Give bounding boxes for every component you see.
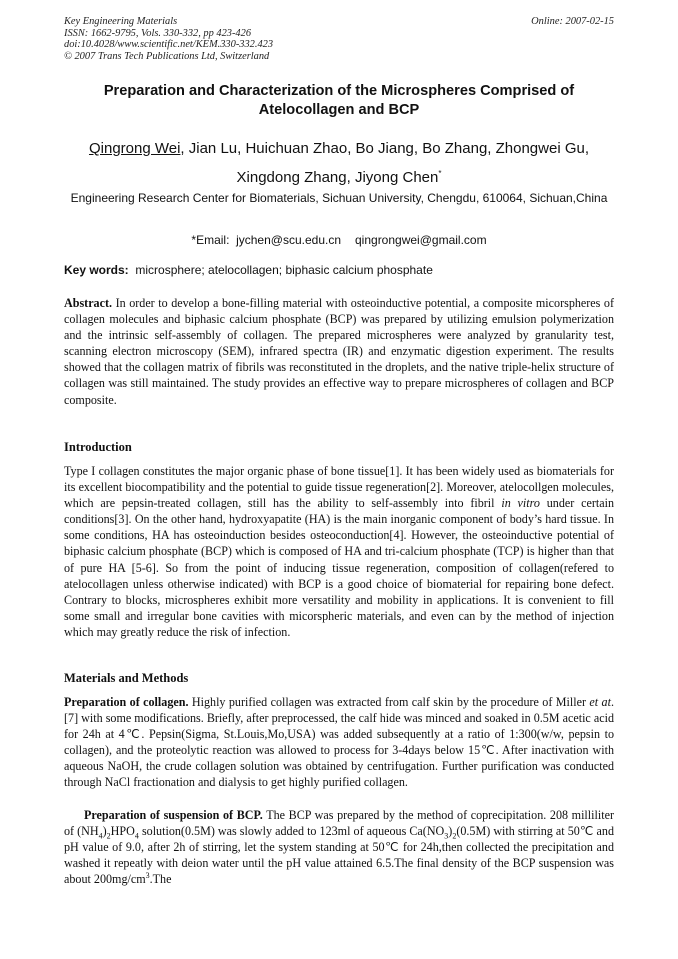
methods-bcp-paragraph bbox=[64, 807, 614, 887]
collagen-text-2: .[7] with some modifications. Briefly, after preprocessed, the calf hide was minced and soaked in 0.5M acetic acid for 24h at 4℃. Pepsin(Sigma, St.Louis,Mo,USA) was added subsequently at a ratio of 1:300(w/w, pepsin to collagen), and the proteolytic reaction was allowed to process for 3-4days below 15℃. After inactivation with aqueous NaOH, the crude collagen solution was obtained by centrifugation. Further purification was conducted through NaCl fractionation and dialysis to get highly purified collagen. bbox=[64, 695, 614, 790]
keywords-label: Key words: bbox=[64, 263, 129, 277]
presenting-author: Qingrong Wei bbox=[88, 140, 181, 157]
intro-text-2: under certain conditions[3]. On the other hand, hydroxyapatite (HA) is the main inorganic component of body’s hard tissue. In some conditions, HA has osteoinduction besides osteoconduction[4]. However, the osteoinductive potential of biphasic calcium phosphate (BCP) which is composed of HA and tri-calcium phosphate (TCP) is higher than that of pure HA [5-6]. So from the point of inducing tissue regeneration, composition of collagen(refered to atelocollagen unless otherwise indicated) with BCP is a good choice of biomaterial for repairing bone defect. Contrary to blocks, microspheres exhibit more versatility and mobility in applications. It is convenient to fill some small and irregular bone cavities with micorspheric materials, and even can by the method of injection which may greatly reduce the risk of infection. bbox=[64, 496, 615, 639]
issn-line: ISSN: 1662-9795, Vols. 330-332, pp 423-426 bbox=[64, 27, 252, 39]
bcp-text-g: .The bbox=[149, 872, 172, 887]
email-label: *Email: bbox=[191, 233, 230, 247]
intro-text-1: Type I collagen constitutes the major organic phase of bone tissue[1]. It has been widely used as biomaterials for its excellent biocompatibility and the potential to guide tissue regeneration[2]. Moreover, atelocollgen molecules, which are pepsin-treated collagen, still has the ability to self-assembly into fibril bbox=[64, 464, 614, 511]
methods-collagen-paragraph bbox=[64, 694, 614, 791]
bcp-text-b: ) bbox=[102, 824, 107, 839]
bcp-sup: 3 bbox=[145, 871, 150, 881]
abstract-text: In order to develop a bone-filling material with osteoinductive potential, a composite micorspheres of collagen molecules and biphasic calcium phosphate (BCP) was prepared by utilizing emulsion polymerization and the intrinsic self-assembly of collagen. The prepared microspheres were analyzed by granularity test, scanning electron microscopy (SEM), infrared spectra (IR) and enzymatic digestion experiment. The results showed that the collagen matrix of fibrils was reconstituted in the droplets, and the native triple-helix structure of collagen was still maintained. The study provides an effective way to prepare microspheres of collagen and BCP composite. bbox=[64, 296, 614, 407]
authors-line2: Xingdong Zhang, Jiyong Chen bbox=[236, 169, 439, 186]
introduction-heading: Introduction bbox=[64, 440, 132, 454]
journal-name: Key Engineering Materials bbox=[64, 16, 178, 27]
bcp-sub-3: 4 bbox=[134, 831, 139, 841]
bcp-sub-5: 2 bbox=[452, 831, 457, 841]
corresponding-mark: * bbox=[438, 169, 442, 178]
abstract bbox=[64, 295, 614, 408]
abstract-label: Abstract. bbox=[64, 296, 113, 310]
copyright-line: © 2007 Trans Tech Publications Ltd, Switzerland bbox=[64, 50, 270, 62]
intro-italic: in vitro bbox=[501, 496, 540, 511]
methods-heading: Materials and Methods bbox=[64, 671, 189, 685]
collagen-text-1: Highly purified collagen was extracted from calf skin by the procedure of Miller bbox=[188, 695, 590, 709]
affiliation: Engineering Research Center for Biomaterials, Sichuan University, Chengdu, 610064, Sichuan,China bbox=[70, 191, 608, 205]
paper-title: Preparation and Characterization of the Microspheres Comprised of Atelocollagen and BCP bbox=[103, 83, 575, 118]
bcp-sub-2: 2 bbox=[106, 831, 111, 841]
bcp-text-a: The BCP was prepared by the method of coprecipitation. 208 milliliter of (NH bbox=[64, 808, 614, 839]
email-line bbox=[64, 233, 614, 247]
online-date: Online: 2007-02-15 bbox=[531, 16, 614, 27]
bcp-sub-4: 3 bbox=[444, 831, 449, 841]
keywords-text: microsphere; atelocollagen; biphasic calcium phosphate bbox=[135, 263, 433, 277]
collagen-subheading: Preparation of collagen. bbox=[64, 695, 189, 709]
author-list bbox=[64, 134, 614, 192]
journal-header bbox=[64, 16, 273, 62]
email-address-2[interactable]: qingrongwei@gmail.com bbox=[355, 233, 487, 247]
keywords bbox=[64, 263, 433, 277]
bcp-text-c: HPO bbox=[110, 824, 135, 839]
bcp-text-d: solution(0.5M) was slowly added to 123ml of aqueous Ca(NO bbox=[138, 824, 445, 839]
bcp-text-f: (0.5M) with stirring at 50℃ and pH value of 9.0, after 2h of stirring, let the system standing at 50℃ for 24h,then collected the precipitation and washed it repeatly with deion water until the pH value attained 6.5.The final density of the BCP suspension was about 200mg/cm bbox=[64, 824, 614, 887]
bcp-sub-1: 4 bbox=[98, 831, 103, 841]
bcp-subheading: Preparation of suspension of BCP. bbox=[84, 808, 263, 822]
doi-line: doi:10.4028/www.scientific.net/KEM.330-332.423 bbox=[64, 39, 274, 50]
collagen-italic: et at bbox=[589, 695, 611, 709]
bcp-text-e: ) bbox=[448, 824, 453, 839]
introduction-paragraph bbox=[64, 463, 614, 640]
authors-line1: , Jian Lu, Huichuan Zhao, Bo Jiang, Bo Zhang, Zhongwei Gu, bbox=[180, 140, 590, 157]
email-address-1[interactable]: jychen@scu.edu.cn bbox=[236, 233, 341, 247]
